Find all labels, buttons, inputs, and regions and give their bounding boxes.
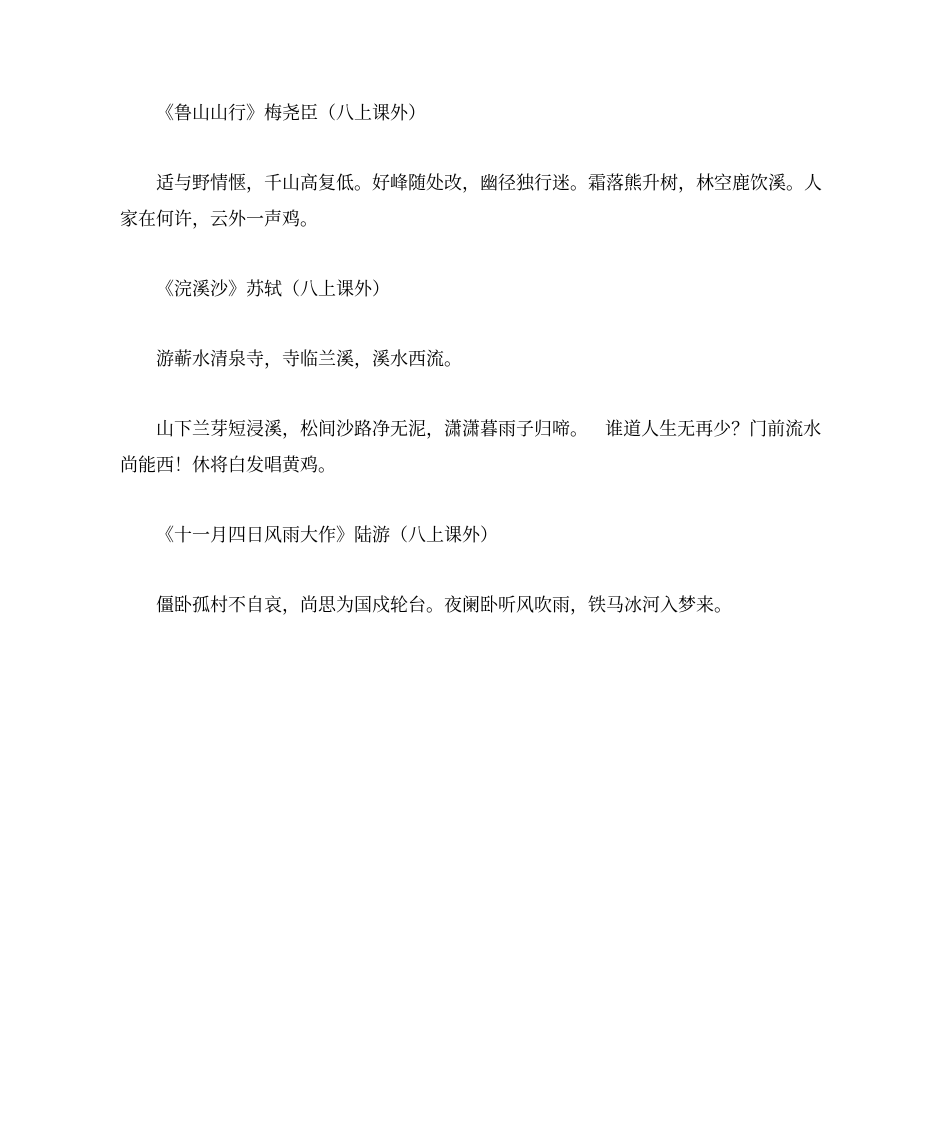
poem-title-shiyiyue: 《十一月四日风雨大作》陆游（八上课外）	[156, 525, 498, 546]
poem-title-huanxisha: 《浣溪沙》苏轼（八上课外）	[156, 279, 390, 300]
poem-text-lushan: 适与野情惬，千山高复低。好峰随处改，幽径独行迷。霜落熊升树，林空鹿饮溪。人家在何许，云外一声鸡。	[120, 173, 822, 230]
poem-preface-huanxisha: 游蕲水清泉寺，寺临兰溪，溪水西流。	[156, 349, 462, 370]
poem-text-huanxisha: 山下兰芽短浸溪，松间沙路净无泥，潇潇暮雨子归啼。 谁道人生无再少？门前流水尚能西！休将白发唱黄鸡。	[120, 419, 822, 476]
poem-text-shiyiyue: 僵卧孤村不自哀，尚思为国戍轮台。夜阑卧听风吹雨，铁马冰河入梦来。	[156, 595, 732, 616]
document-body	[120, 96, 828, 658]
poem-title-lushan: 《鲁山山行》梅尧臣（八上课外）	[156, 103, 426, 124]
